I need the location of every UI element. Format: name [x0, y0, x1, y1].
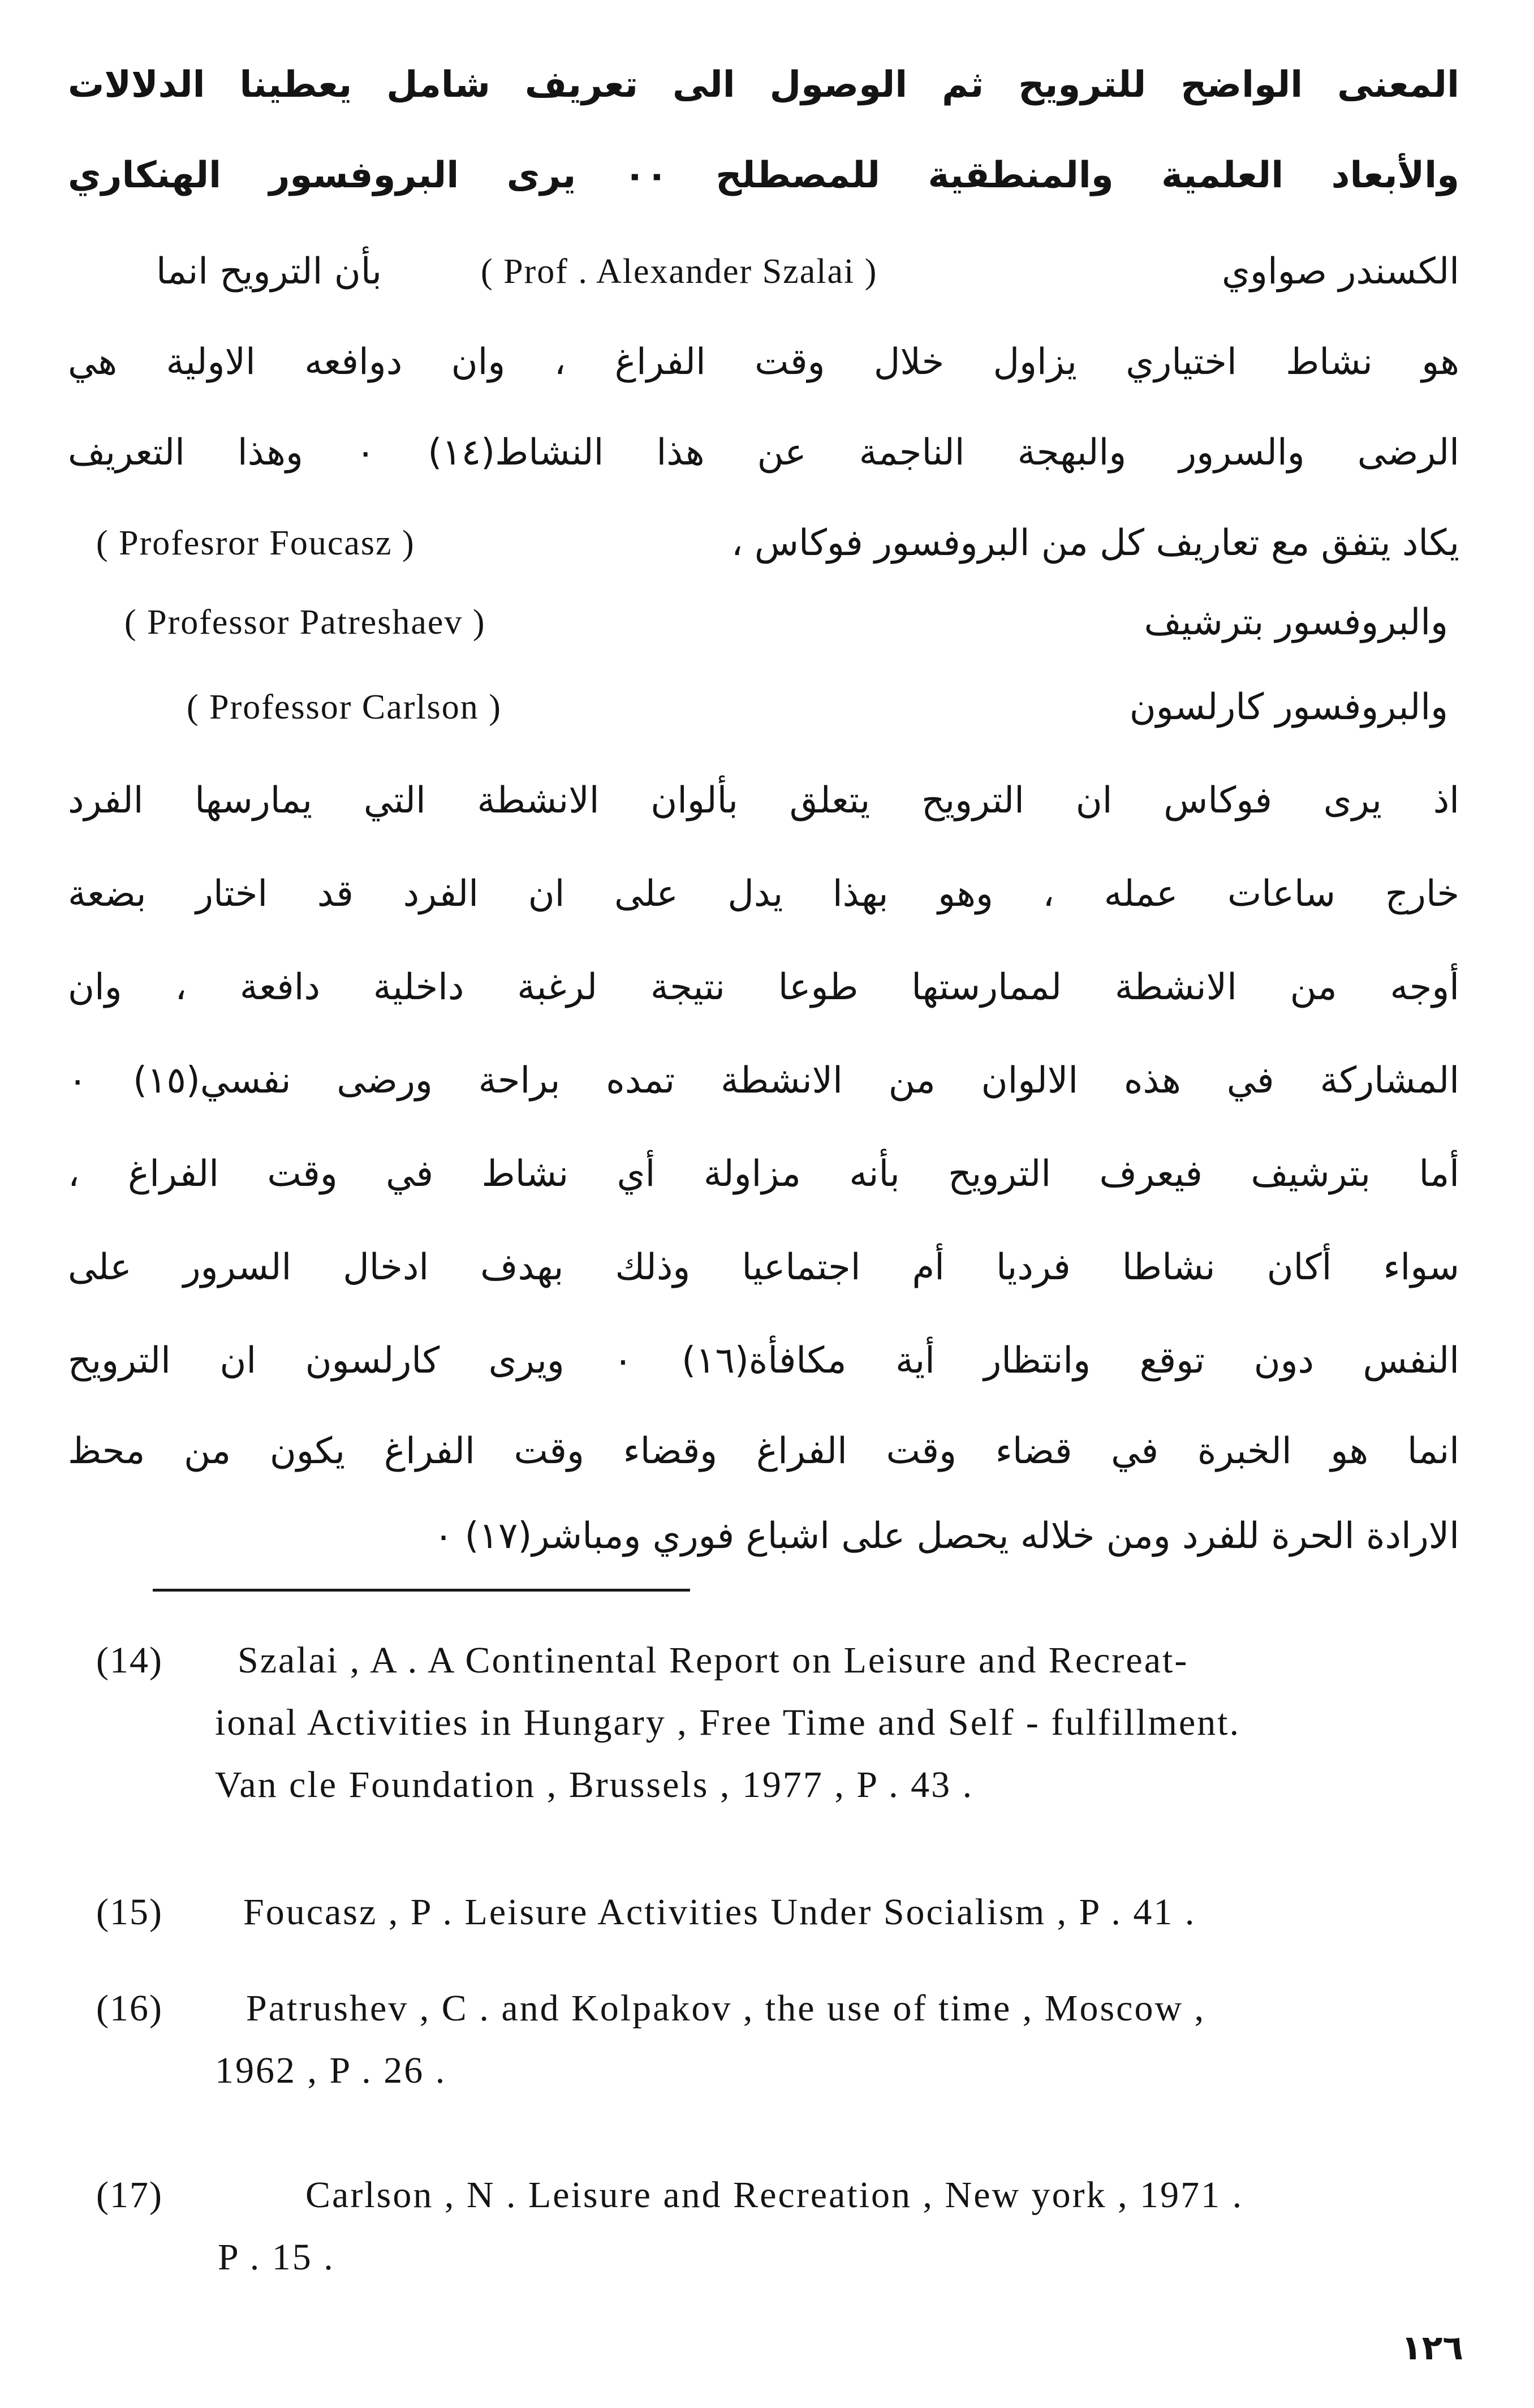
body-line-3-name: الكسندر صواوي [1221, 251, 1459, 293]
body-line-4: هو نشاط اختياري يزاول خلال وقت الفراغ ، وان دوافعه الاولية هي [68, 341, 1459, 383]
body-line-2: والأبعاد العلمية والمنطقية للمصطلح ٠٠ يرى البروفسور الهنكاري [68, 154, 1459, 196]
body-line-15: النفس دون توقع وانتظار أية مكافأة(١٦) ٠ ويرى كارلسون ان الترويح [68, 1340, 1459, 1382]
body-line-9: اذ يرى فوكاس ان الترويح يتعلق بألوان الانشطة التي يمارسها الفرد [68, 780, 1459, 822]
footnote-14-line-2: ional Activities in Hungary , Free Time and Self - fulfillment. [215, 1702, 1241, 1743]
body-line-3 [68, 238, 1459, 306]
footnote-16-line-2: 1962 , P . 26 . [215, 2050, 447, 2091]
body-line-7 [68, 588, 1459, 656]
body-line-6 [68, 509, 1459, 577]
body-line-3-rest: بأن الترويح انما [156, 251, 382, 293]
footnote-17 [96, 2164, 1476, 2289]
body-line-5: الرضى والسرور والبهجة الناجمة عن هذا النشاط(١٤) ٠ وهذا التعريف [68, 432, 1459, 474]
body-line-12: المشاركة في هذه الالوان من الانشطة تمده براحة ورضى نفسي(١٥) ٠ [68, 1060, 1459, 1102]
body-line-1: المعنى الواضح للترويح ثم الوصول الى تعريف شامل يعطينا الدلالات [68, 64, 1459, 106]
body-line-13: أما بترشيف فيعرف الترويح بأنه مزاولة أي نشاط في وقت الفراغ ، [68, 1153, 1459, 1195]
page-number: ١٢٦ [1401, 2328, 1463, 2368]
body-line-7-arabic: والبروفسور بترشيف [1144, 601, 1448, 643]
body-line-16: انما هو الخبرة في قضاء وقت الفراغ وقضاء وقت الفراغ يكون من محظ [68, 1430, 1459, 1472]
footnote-17-line-2: P . 15 . [218, 2237, 335, 2278]
footnote-14-line-1: Szalai , A . A Continental Report on Leisure and Recreat- [238, 1640, 1189, 1681]
body-line-10: خارج ساعات عمله ، وهو بهذا يدل على ان الفرد قد اختار بضعة [68, 873, 1459, 915]
footnote-15-line-1: Foucasz , P . Leisure Activities Under Socialism , P . 41 . [243, 1891, 1196, 1933]
footnote-14-number: (14) [96, 1640, 163, 1681]
body-line-8 [68, 673, 1459, 741]
body-line-7-latin: ( Professor Patreshaev ) [124, 603, 486, 642]
body-line-8-latin: ( Professor Carlson ) [187, 688, 502, 726]
footnote-14 [96, 1629, 1476, 1816]
footnote-16-number: (16) [96, 1988, 163, 2029]
body-line-6-arabic: يكاد يتفق مع تعاريف كل من البروفسور فوكاس ، [731, 522, 1459, 564]
footnote-15 [96, 1881, 1476, 1943]
body-line-11: أوجه من الانشطة لممارستها طوعا نتيجة لرغبة داخلية دافعة ، وان [68, 966, 1459, 1008]
body-line-14: سواء أكان نشاطا فرديا أم اجتماعيا وذلك بهدف ادخال السرور على [68, 1246, 1459, 1288]
footnote-15-number: (15) [96, 1891, 163, 1933]
footnote-rule [153, 1589, 690, 1592]
footnote-14-line-3: Van cle Foundation , Brussels , 1977 , P . 43 . [215, 1764, 974, 1805]
footnote-16 [96, 1977, 1476, 2102]
body-line-6-latin: ( Profesror Foucasz ) [96, 524, 415, 562]
footnote-17-line-1: Carlson , N . Leisure and Recreation , New york , 1971 . [305, 2174, 1244, 2216]
body-line-17: الارادة الحرة للفرد ومن خلاله يحصل على اشباع فوري ومباشر(١٧) ٠ [433, 1515, 1459, 1557]
footnote-17-number: (17) [96, 2174, 163, 2216]
footnote-16-line-1: Patrushev , C . and Kolpakov , the use of time , Moscow , [246, 1988, 1206, 2029]
body-line-3-latin: ( Prof . Alexander Szalai ) [481, 252, 878, 291]
body-line-8-arabic: والبروفسور كارلسون [1129, 686, 1448, 728]
